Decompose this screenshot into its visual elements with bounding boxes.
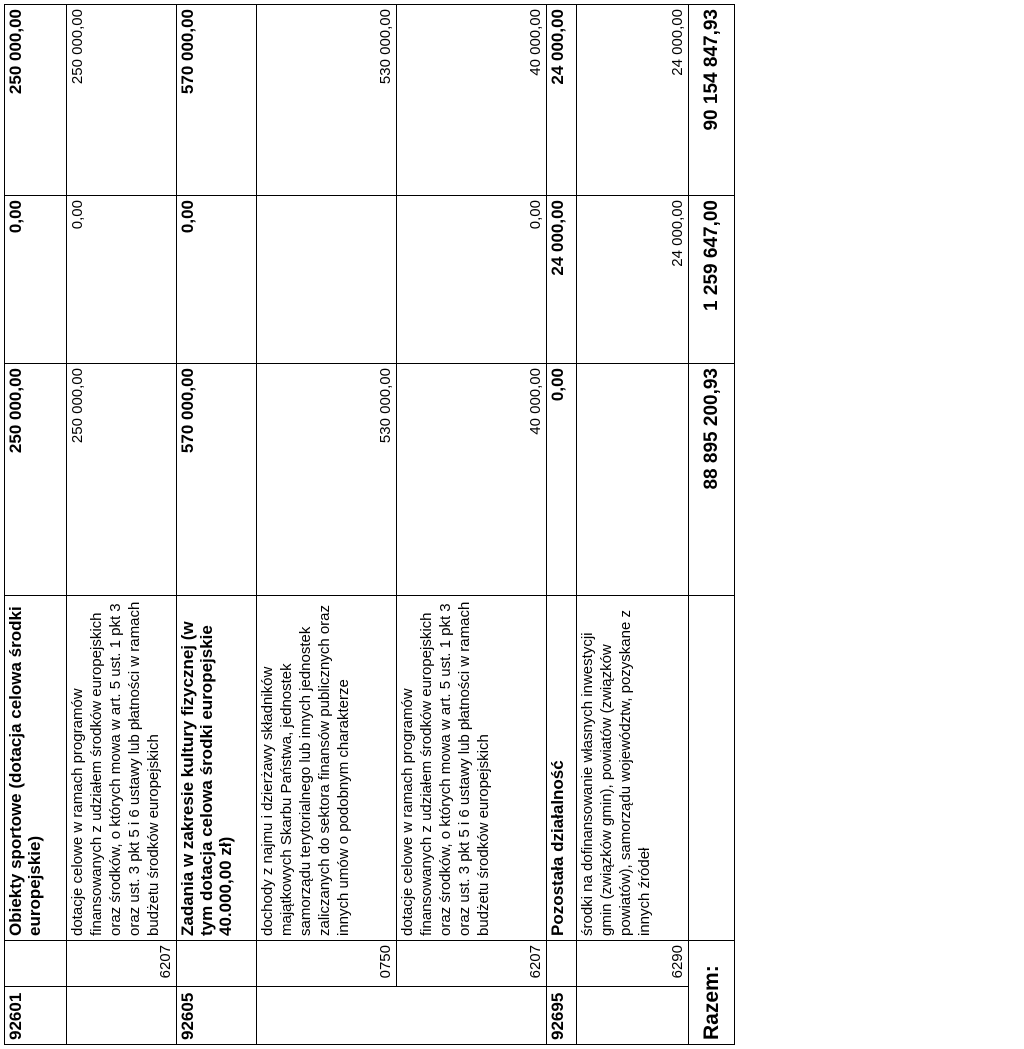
budget-table: [4, 4, 735, 1045]
table-row: [5, 5, 67, 1045]
paragraph-code: 0750: [257, 941, 397, 987]
plan-value: 0,00: [547, 364, 577, 596]
change-value: 0,00: [5, 196, 67, 364]
change-value: 0,00: [397, 196, 547, 364]
section-code: 92605: [177, 987, 257, 1045]
paragraph-code: 6290: [577, 941, 689, 987]
change-value: 24 000,00: [577, 196, 689, 364]
plan-value: 570 000,00: [177, 364, 257, 596]
change-value: 0,00: [177, 196, 257, 364]
plan-value: 530 000,00: [257, 364, 397, 596]
result-value: 250 000,00: [5, 5, 67, 196]
total-result: 90 154 847,93: [689, 5, 735, 196]
section-name: Obiekty sportowe (dotacja celowa środki europejskie): [5, 596, 67, 941]
table-row: [577, 5, 689, 1045]
result-value: 250 000,00: [67, 5, 177, 196]
paragraph-code: 6207: [397, 941, 547, 987]
table-row: [257, 5, 397, 1045]
section-name: Pozostała działalność: [547, 596, 577, 941]
table-row: [397, 5, 547, 1045]
result-value: 570 000,00: [177, 5, 257, 196]
total-label: Razem:: [689, 941, 735, 1045]
section-code: 92695: [547, 987, 577, 1045]
paragraph-name: środki na dofinansowanie własnych inwestycji gmin (związków gmin), powiatów (związków powiatów), samorządu województw, pozyskane z innych źródeł: [577, 596, 689, 941]
result-value: 24 000,00: [547, 5, 577, 196]
plan-value: 40 000,00: [397, 364, 547, 596]
result-value: 40 000,00: [397, 5, 547, 196]
section-code: 92601: [5, 987, 67, 1045]
table-row: [67, 5, 177, 1045]
paragraph-name: dotacje celowe w ramach programów finansowanych z udziałem środków europejskich oraz środków, o których mowa w art. 5 ust. 1 pkt 3 oraz ust. 3 pkt 5 i 6 ustawy lub płatności w ramach budżetu środków europejskich: [397, 596, 547, 941]
table-row: [547, 5, 577, 1045]
plan-value: 250 000,00: [67, 364, 177, 596]
result-value: 24 000,00: [577, 5, 689, 196]
total-row: [689, 5, 735, 1045]
change-value: 24 000,00: [547, 196, 577, 364]
total-change: 1 259 647,00: [689, 196, 735, 364]
paragraph-name: dochody z najmu i dzierżawy składników majątkowych Skarbu Państwa, jednostek samorządu terytorialnego lub innych jednostek zaliczanych do sektora finansów publicznych oraz innych umów o podobnym charakterze: [257, 596, 397, 941]
total-plan: 88 895 200,93: [689, 364, 735, 596]
paragraph-name: dotacje celowe w ramach programów finansowanych z udziałem środków europejskich oraz środków, o których mowa w art. 5 ust. 1 pkt 3 oraz ust. 3 pkt 5 i 6 ustawy lub płatności w ramach budżetu środków europejskich: [67, 596, 177, 941]
paragraph-code: 6207: [67, 941, 177, 987]
change-value: 0,00: [67, 196, 177, 364]
section-name: Zadania w zakresie kultury fizycznej (w tym dotacja celowa środki europejskie 40.000,00 zł): [177, 596, 257, 941]
result-value: 530 000,00: [257, 5, 397, 196]
table-row: [177, 5, 257, 1045]
plan-value: 250 000,00: [5, 364, 67, 596]
